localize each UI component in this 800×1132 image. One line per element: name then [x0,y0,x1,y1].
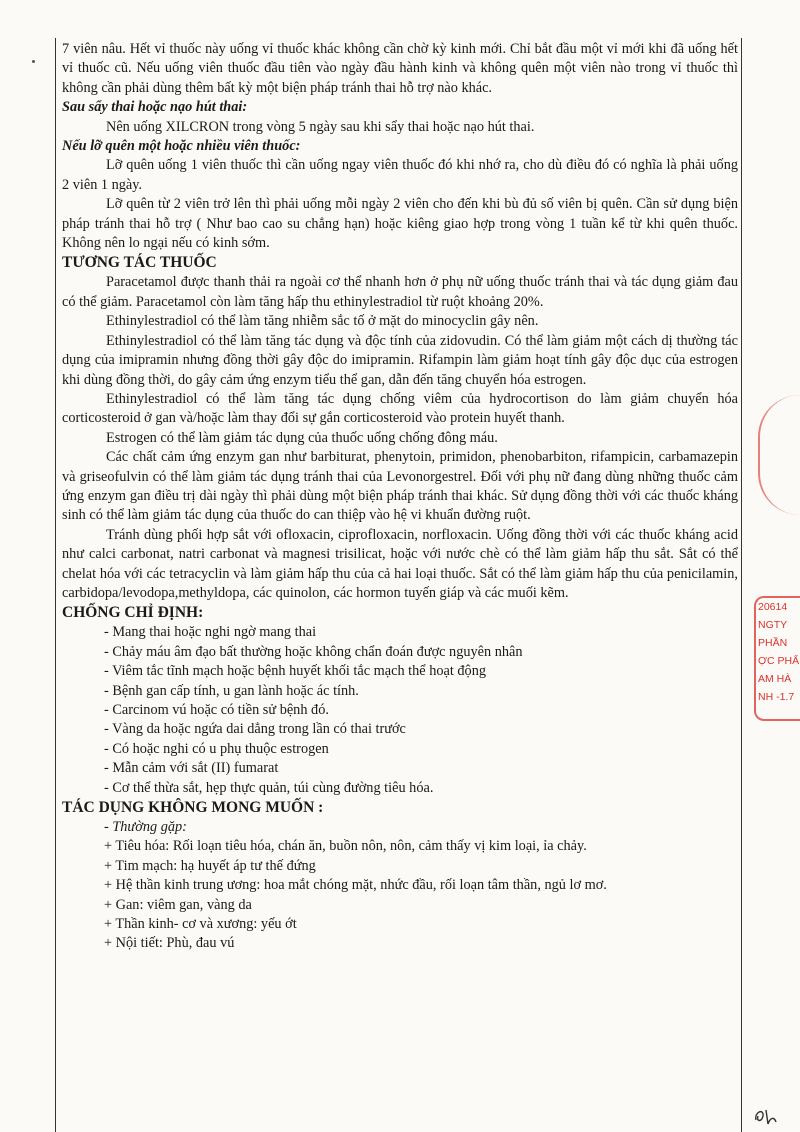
red-seal-stamp [758,395,800,515]
side-effect-item: + Tim mạch: hạ huyết áp tư thế đứng [104,857,316,874]
stamp-line: PHẦN [758,637,788,649]
side-effect-item: + Thần kinh- cơ và xương: yếu ớt [104,916,297,933]
stamp-line: AM HÀ [758,673,792,685]
interaction-paragraph: Ethinylestradiol có thể làm tăng nhiễm sắc tố ở mặt do minocyclin gây nên. [106,313,539,330]
page-handwritten-mark [752,1106,778,1126]
document-body [62,40,738,954]
interaction-paragraph: Các chất cảm ứng enzym gan như barbiturat, phenytoin, primidon, phenobarbiton, rifampicin, carbamazepin và griseofulvin có thể làm giảm tác dụng tránh thai của Levonorgestrel. Đối với phụ nữ đang dùng những thuốc cảm ứng enzym gan điều trị dài ngày thì phải dùng một biện pháp tránh thai khác. Sử dụng đồng thời với các thuốc kháng sinh có thể làm giảm tác dụng của thuốc do can thiệp vào hệ vi khuẩn đường ruột. [62,449,738,524]
side-effect-item: + Tiêu hóa: Rối loạn tiêu hóa, chán ăn, buồn nôn, nôn, cảm thấy vị kim loại, ỉa chảy. [104,838,587,855]
abortion-heading: Sau sẩy thai hoặc nạo hút thai: [62,99,248,116]
contraindications-heading: CHỐNG CHỈ ĐỊNH: [62,604,204,622]
missed-pill-heading: Nếu lỡ quên một hoặc nhiều viên thuốc: [62,138,301,155]
contraindication-item: - Mẫn cảm với sắt (II) fumarat [104,760,279,777]
scan-speck [32,60,35,63]
interaction-paragraph: Ethinylestradiol có thể làm tăng tác dụng và độc tính của zidovudin. Có thể làm giảm một cách dị thường tác dụng của imipramin nhưng đồng thời gây độc do imipramin. Rifampin làm giảm hoạt tính gây độc dục của estrogen khi dùng đồng thời, do gây cảm ứng enzym tiểu thể gan, dẫn đến tăng chuyển hóa estrogen. [62,332,738,388]
side-effect-item: + Gan: viêm gan, vàng da [104,896,252,913]
interactions-heading: TƯƠNG TÁC THUỐC [62,254,217,272]
contraindication-item: - Vàng da hoặc ngứa dai dẳng trong lần có thai trước [104,721,406,738]
contraindication-item: - Mang thai hoặc nghi ngờ mang thai [104,624,317,641]
side-effect-item: + Hệ thần kinh trung ương: hoa mắt chóng mặt, nhức đầu, rối loạn tâm thần, ngủ lơ mơ. [104,877,607,894]
interaction-paragraph: Tránh dùng phối hợp sắt với ofloxacin, ciprofloxacin, norfloxacin. Uống đồng thời với các thuốc kháng acid như calci carbonat, natri carbonat và magnesi trisilicat, hoặc với nước chè có thể làm giảm hấp thu sắt. Sắt có thể chelat hóa với các tetracyclin và làm giảm hấp thu của cả hai loại thuốc. Sắt có thể làm giảm hấp thu của penicilamin, carbidopa/levodopa,methyldopa, các quinolon, các hormon tuyến giáp và các muối kẽm. [62,526,738,601]
abortion-text: Nên uống XILCRON trong vòng 5 ngày sau khi sẩy thai hoặc nạo hút thai. [106,118,535,135]
interaction-paragraph: Estrogen có thể làm giảm tác dụng của thuốc uống chống đông máu. [106,429,498,446]
contraindication-item: - Carcinom vú hoặc có tiền sử bệnh đó. [104,702,329,718]
stamp-line: 20614 [758,601,788,613]
side-effect-item: + Nội tiết: Phù, đau vú [104,935,235,952]
stamp-line: NH -1.7 [758,691,795,703]
company-stamp [754,596,800,721]
missed-pill-p1: Lỡ quên uống 1 viên thuốc thì cần uống ngay viên thuốc đó khi nhớ ra, cho dù điều đó có nghĩa là phải uống 2 viên 1 ngày. [62,157,738,193]
contraindication-item: - Chảy máu âm đạo bất thường hoặc không chẩn đoán được nguyên nhân [104,643,523,660]
contraindication-item: - Cơ thể thừa sắt, hẹp thực quản, túi cùng đường tiêu hóa. [104,779,434,796]
contraindication-item: - Viêm tắc tĩnh mạch hoặc bệnh huyết khối tắc mạch thể hoạt động [104,663,486,680]
continued-paragraph: 7 viên nâu. Hết vỉ thuốc này uống vỉ thuốc khác không cần chờ kỳ kinh mới. Chỉ bắt đầu một vỉ mới khi đã uống hết vỉ thuốc cũ. Nếu uống viên thuốc đầu tiên vào ngày đầu hành kinh và không quên một viên nào trong vỉ thuốc thì không cần phải dùng thêm bất kỳ một biện pháp tránh thai hỗ trợ nào khác. [62,41,738,96]
side-effects-subheading: - Thường gặp: [104,819,187,836]
side-effects-heading: TÁC DỤNG KHÔNG MONG MUỐN : [62,799,324,817]
contraindication-item: - Có hoặc nghi có u phụ thuộc estrogen [104,740,329,757]
missed-pill-p2: Lỡ quên từ 2 viên trở lên thì phải uống mỗi ngày 2 viên cho đến khi bù đủ số viên bị quên. Cần sử dụng biện pháp tránh thai hỗ trợ ( Như bao cao su chẳng hạn) hoặc kiêng giao hợp trong vòng 1 tuần kể từ khi quên thuốc. Không nên lo ngại nếu có kinh sớm. [62,196,738,252]
interaction-paragraph: Ethinylestradiol có thể làm tăng tác dụng chống viêm của hydrocortison do làm giảm chuyển hóa corticosteroid ở gan và/hoặc làm thay đổi sự gắn corticosteroid vào protein huyết thanh. [62,390,738,427]
stamp-line: ỢC PHẨ [758,655,800,667]
interaction-paragraph: Paracetamol được thanh thải ra ngoài cơ thể nhanh hơn ở phụ nữ uống thuốc tránh thai và tác dụng giảm đau có thể giảm. Paracetamol còn làm tăng hấp thu ethinylestradiol từ ruột khoảng 20%. [62,274,738,310]
stamp-line: NGTY [758,619,788,631]
contraindication-item: - Bệnh gan cấp tính, u gan lành hoặc ác tính. [104,682,359,699]
